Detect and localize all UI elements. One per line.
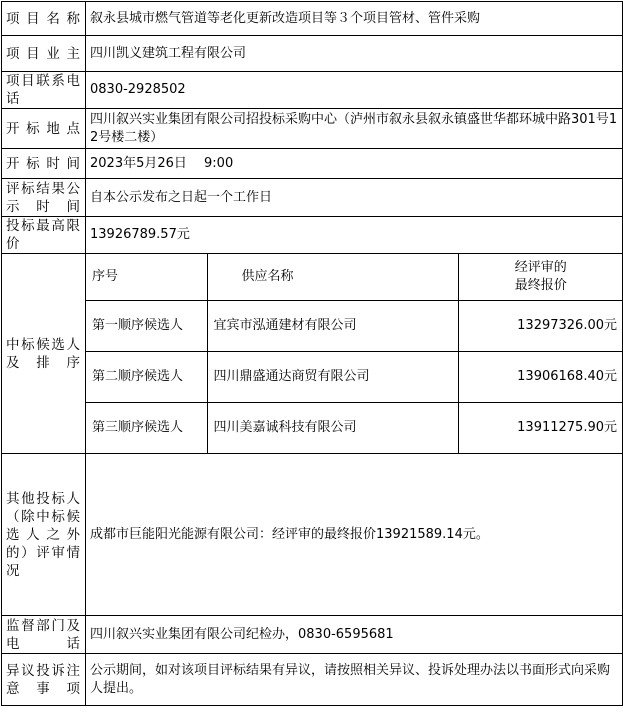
label-open-time: 开标时间 xyxy=(2,149,86,179)
candidate-seq: 第一顺序候选人 xyxy=(86,300,207,351)
row-others xyxy=(2,454,623,616)
value-publicity-time: 自本公示发布之日起一个工作日 xyxy=(86,179,623,217)
value-location: 四川叙兴实业集团有限公司招投标采购中心（泸州市叙永县叙永镇盛世华都环城中路301号12号楼二楼） xyxy=(86,109,623,149)
candidate-price: 13906168.40元 xyxy=(458,351,623,402)
candidate-price: 13297326.00元 xyxy=(458,300,623,351)
candidate-row xyxy=(86,402,623,453)
candidates-header-row xyxy=(86,254,623,300)
candidates-table xyxy=(86,254,623,453)
row-project-name xyxy=(2,2,623,36)
candidate-row xyxy=(86,351,623,402)
candidate-supplier: 宜宾市泓通建材有限公司 xyxy=(207,300,458,351)
row-phone xyxy=(2,72,623,109)
label-supervision: 监督部门及电话 xyxy=(2,616,86,654)
label-max-price: 投标最高限价 xyxy=(2,217,86,254)
bid-result-table xyxy=(1,1,623,706)
value-open-time: 2023年5月26日 9:00 xyxy=(86,149,623,179)
row-supervision xyxy=(2,616,623,654)
candidate-supplier: 四川鼎盛通达商贸有限公司 xyxy=(207,351,458,402)
label-owner: 项目业主 xyxy=(2,36,86,72)
value-others: 成都市巨能阳光能源有限公司：经评审的最终报价13921589.14元。 xyxy=(86,454,623,616)
row-open-time xyxy=(2,149,623,179)
candidate-supplier: 四川美嘉诚科技有限公司 xyxy=(207,402,458,453)
row-max-price xyxy=(2,217,623,254)
value-supervision: 四川叙兴实业集团有限公司纪检办，0830-6595681 xyxy=(86,616,623,654)
candidate-price: 13911275.90元 xyxy=(517,419,617,435)
label-objection: 异议投诉注意事项 xyxy=(2,654,86,706)
candidate-seq: 第三顺序候选人 xyxy=(86,402,207,453)
row-publicity-time xyxy=(2,179,623,217)
value-project-name: 叙永县城市燃气管道等老化更新改造项目等３个项目管材、管件采购 xyxy=(86,2,623,36)
value-phone: 0830-2928502 xyxy=(86,72,623,109)
label-others: 其他投标人（除中标候选人之外的）评审情况 xyxy=(2,454,86,616)
row-objection xyxy=(2,654,623,706)
value-max-price: 13926789.57元 xyxy=(86,217,623,254)
candidates-cell xyxy=(86,254,623,454)
label-location: 开标地点 xyxy=(2,109,86,149)
header-seq: 序号 xyxy=(86,254,207,300)
row-candidates xyxy=(2,254,623,454)
row-location xyxy=(2,109,623,149)
value-owner: 四川凯义建筑工程有限公司 xyxy=(86,36,623,72)
header-price: 经评审的 最终报价 xyxy=(458,254,623,300)
label-project-name: 项目名称 xyxy=(2,2,86,36)
value-objection: 公示期间，如对该项目评标结果有异议，请按照相关异议、投诉处理办法以书面形式向采购人提出。 xyxy=(86,654,623,706)
label-phone: 项目联系电话 xyxy=(2,72,86,109)
candidate-seq: 第二顺序候选人 xyxy=(86,351,207,402)
label-candidates: 中标候选人及排序 xyxy=(2,254,86,454)
label-publicity-time: 评标结果公示时间 xyxy=(2,179,86,217)
row-owner xyxy=(2,36,623,72)
header-supplier: 供应名称 xyxy=(207,254,458,300)
candidate-row xyxy=(86,300,623,351)
